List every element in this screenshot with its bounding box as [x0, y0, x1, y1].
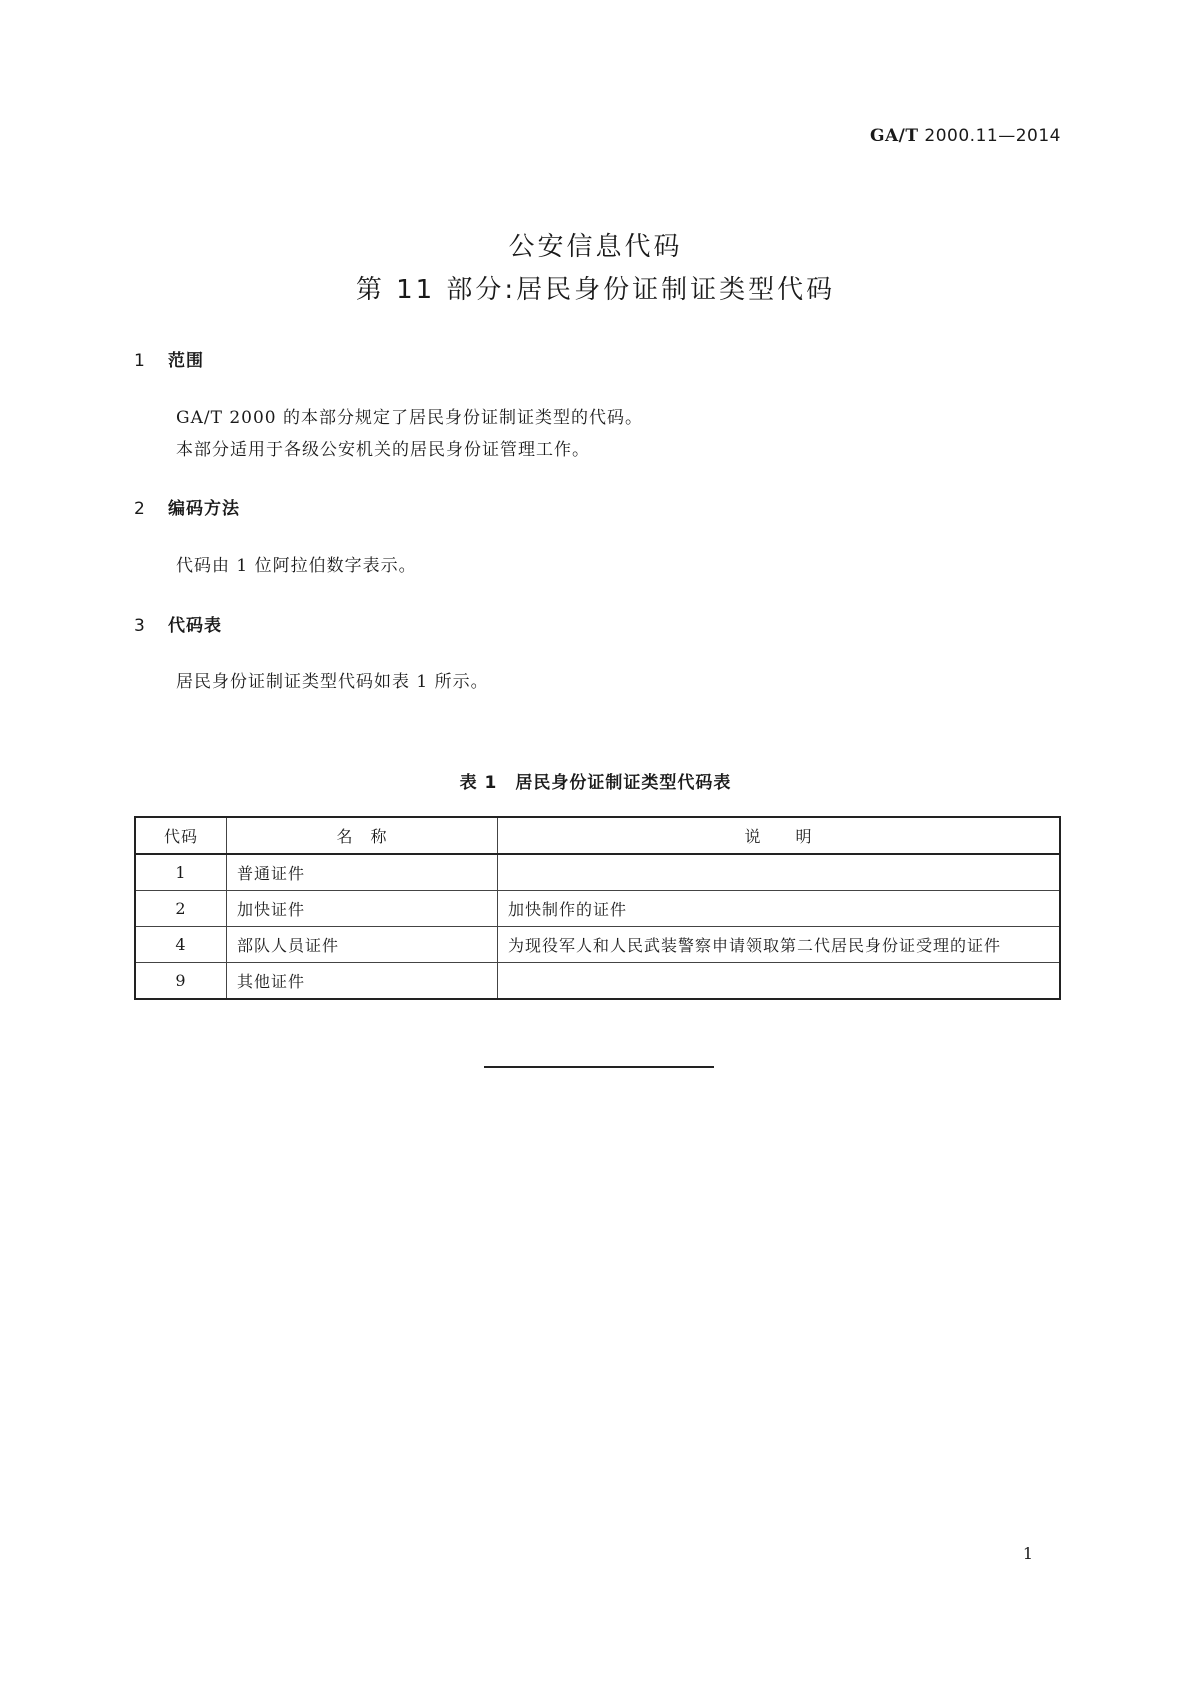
table-caption-title: 居民身份证制证类型代码表: [515, 773, 732, 793]
table-header-row: [135, 817, 1060, 854]
cell-name: 加快证件: [227, 891, 498, 927]
section-1-heading: [134, 346, 204, 371]
section-1-body: [176, 402, 643, 466]
table-row: [135, 891, 1060, 927]
document-title: [0, 228, 1191, 314]
section-2-heading: [134, 494, 240, 519]
title-sub: 第 11 部分:居民身份证制证类型代码: [355, 275, 836, 305]
table-row: [135, 963, 1060, 1000]
table-row: [135, 854, 1060, 891]
cell-description: 为现役军人和人民武装警察申请领取第二代居民身份证受理的证件: [498, 927, 1061, 963]
section-title: 编码方法: [168, 499, 240, 519]
title-main: 公安信息代码: [508, 232, 683, 262]
cell-name: 普通证件: [227, 854, 498, 891]
table-row: [135, 927, 1060, 963]
header-name: 名 称: [227, 817, 498, 854]
table-caption: [0, 768, 1191, 793]
cell-code: 4: [135, 927, 227, 963]
section-3-body: [176, 666, 489, 698]
header-code: 代码: [135, 817, 227, 854]
section-number: 3: [134, 616, 146, 636]
paragraph: 居民身份证制证类型代码如表 1 所示。: [176, 672, 489, 692]
cell-description: 加快制作的证件: [498, 891, 1061, 927]
cell-description: [498, 963, 1061, 1000]
standard-number: [870, 126, 1061, 146]
standard-number-value: 2000.11—2014: [924, 126, 1061, 146]
paragraph: 本部分适用于各级公安机关的居民身份证管理工作。: [176, 440, 590, 460]
header-description: 说 明: [498, 817, 1061, 854]
cell-code: 2: [135, 891, 227, 927]
end-rule: [484, 1066, 714, 1068]
section-2-body: [176, 550, 417, 582]
section-3-heading: [134, 611, 222, 636]
cell-code: 1: [135, 854, 227, 891]
cell-name: 其他证件: [227, 963, 498, 1000]
section-number: 1: [134, 351, 146, 371]
page-number: 1: [1022, 1544, 1033, 1563]
cell-name: 部队人员证件: [227, 927, 498, 963]
section-number: 2: [134, 499, 146, 519]
section-title: 范围: [168, 351, 204, 371]
code-table: [134, 816, 1061, 1000]
paragraph: 代码由 1 位阿拉伯数字表示。: [176, 556, 417, 576]
standard-prefix: GA/T: [869, 126, 919, 146]
paragraph: GA/T 2000 的本部分规定了居民身份证制证类型的代码。: [176, 408, 643, 428]
table-caption-number: 表 1: [459, 773, 498, 793]
section-title: 代码表: [168, 616, 222, 636]
cell-code: 9: [135, 963, 227, 1000]
cell-description: [498, 854, 1061, 891]
